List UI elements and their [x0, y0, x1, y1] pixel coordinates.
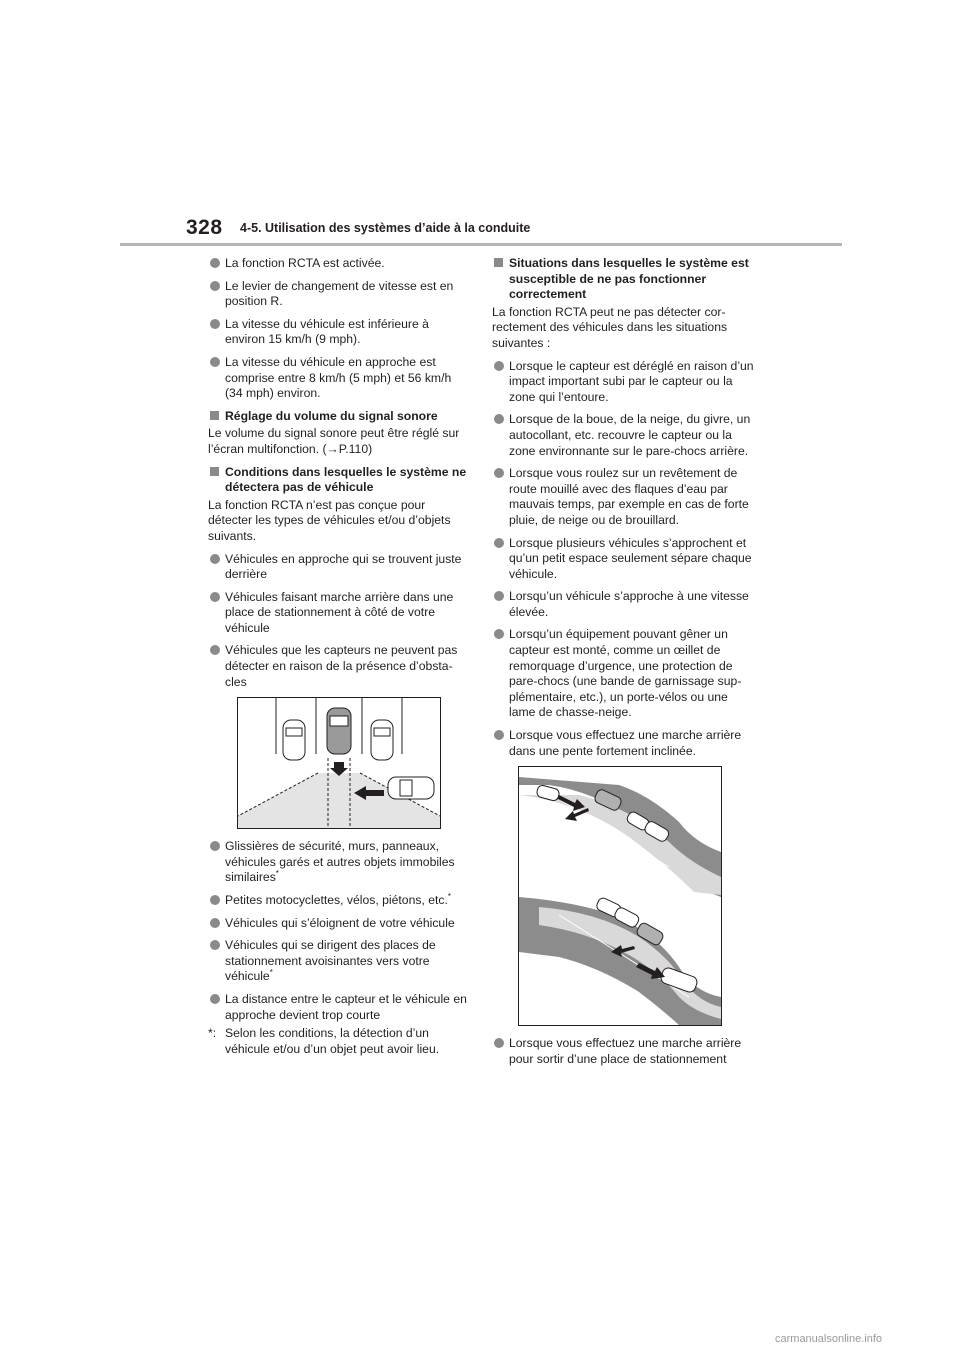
section-square-icon: [210, 411, 219, 420]
paragraph: La fonction RCTA peut ne pas détecter cor-rectement des véhicules dans les situations suivantes :: [492, 304, 728, 350]
list-item: La vitesse du véhicule en approche est comprise entre 8 km/h (5 mph) et 56 km/h (34 mph) environ.: [208, 355, 470, 402]
list-item: Lorsque plusieurs véhicules s’approchent et qu’un petit espace seulement sépare chaque véhicule.: [492, 536, 754, 583]
list-item: Véhicules qui se dirigent des places de stationnement avoisinantes vers votre véhicule*: [208, 938, 470, 985]
subsection-heading: Conditions dans lesquelles le système ne détectera pas de véhicule: [208, 465, 470, 496]
list-item: Lorsque vous effectuez une marche arrière dans une pente fortement inclinée.: [492, 728, 754, 759]
bullet-dot-icon: [494, 468, 504, 478]
page-reference: P.110): [338, 441, 373, 456]
list-item: La fonction RCTA est activée.: [208, 256, 470, 272]
list-item: La vitesse du véhicule est inférieure à environ 15 km/h (9 mph).: [208, 317, 470, 348]
list-item: Lorsque vous effectuez une marche arrière pour sortir d’une place de stationnement: [492, 1036, 754, 1067]
list-item: La distance entre le capteur et le véhicule en approche devient trop courte: [208, 992, 470, 1023]
list-item: Lorsqu’un véhicule s’approche à une vitesse élevée.: [492, 589, 754, 620]
bullet-dot-icon: [210, 940, 220, 950]
section-square-icon: [210, 467, 219, 476]
footnote: *: Selon les conditions, la détection d’un véhicule et/ou d’un objet peut avoir lieu.: [208, 1026, 440, 1056]
bullet-dot-icon: [494, 730, 504, 740]
list-item: Véhicules qui s’éloignent de votre véhicule: [208, 916, 470, 932]
list-item: Petites motocyclettes, vélos, piétons, etc.*: [208, 893, 470, 909]
bullet-dot-icon: [210, 918, 220, 928]
bullet-dot-icon: [210, 994, 220, 1004]
bullet-dot-icon: [210, 357, 220, 367]
list-item: Véhicules en approche qui se trouvent juste derrière: [208, 552, 470, 583]
bullet-dot-icon: [494, 538, 504, 548]
list-item: Lorsqu’un équipement pouvant gêner un capteur est monté, comme un œillet de remorquage d’urgence, une protection de pare-chocs (une bande de garnissage sup-plémentaire, etc.), un porte-vélos ou une lame de chasse-neige.: [492, 627, 754, 721]
section-square-icon: [494, 258, 503, 267]
list-item: Véhicules faisant marche arrière dans une place de stationnement à côté de votre véhicule: [208, 590, 470, 637]
list-item: Véhicules que les capteurs ne peuvent pas détecter en raison de la présence d’obsta-cles: [208, 643, 470, 690]
parking-illustration: [237, 697, 441, 829]
list-item: Lorsque vous roulez sur un revêtement de route mouillé avec des flaques d’eau par mauvais temps, par exemple en cas de forte pluie, de neige ou de brouillard.: [492, 466, 754, 528]
bullet-dot-icon: [210, 319, 220, 329]
subsection-heading: Réglage du volume du signal sonore: [208, 409, 470, 425]
bullet-dot-icon: [494, 629, 504, 639]
paragraph: Le volume du signal sonore peut être réglé sur l’écran multifonction. (→P.110): [208, 426, 460, 456]
bullet-dot-icon: [494, 414, 504, 424]
bullet-dot-icon: [210, 592, 220, 602]
slope-illustration: [518, 766, 722, 1026]
page-number: 328: [186, 216, 223, 239]
bullet-dot-icon: [494, 361, 504, 371]
paragraph: La fonction RCTA n’est pas conçue pour détecter les types de véhicules et/ou d’objets suivants.: [208, 497, 451, 543]
section-title: 4-5. Utilisation des systèmes d’aide à la conduite: [240, 221, 531, 235]
list-item: Le levier de changement de vitesse est en position R.: [208, 279, 470, 310]
bullet-dot-icon: [210, 554, 220, 564]
watermark: carmanualsonline.info: [775, 1333, 883, 1345]
header-rule: [120, 243, 842, 246]
list-item: Lorsque le capteur est déréglé en raison d’un impact important subi par le capteur ou la zone qui l’entoure.: [492, 359, 754, 406]
list-item: Glissières de sécurité, murs, panneaux, véhicules garés et autres objets immobiles similaires*: [208, 839, 470, 886]
bullet-dot-icon: [494, 591, 504, 601]
bullet-dot-icon: [210, 281, 220, 291]
right-column: [492, 256, 754, 1074]
bullet-dot-icon: [494, 1038, 504, 1048]
list-item: Lorsque de la boue, de la neige, du givre, un autocollant, etc. recouvre le capteur ou la zone environnante sur le pare-chocs arrière.: [492, 412, 754, 459]
bullet-dot-icon: [210, 258, 220, 268]
arrow-right-icon: →: [326, 441, 339, 456]
bullet-dot-icon: [210, 895, 220, 905]
bullet-dot-icon: [210, 645, 220, 655]
bullet-dot-icon: [210, 841, 220, 851]
subsection-heading: Situations dans lesquelles le système est susceptible de ne pas fonctionner correctement: [492, 256, 754, 303]
left-column: [208, 256, 470, 1057]
